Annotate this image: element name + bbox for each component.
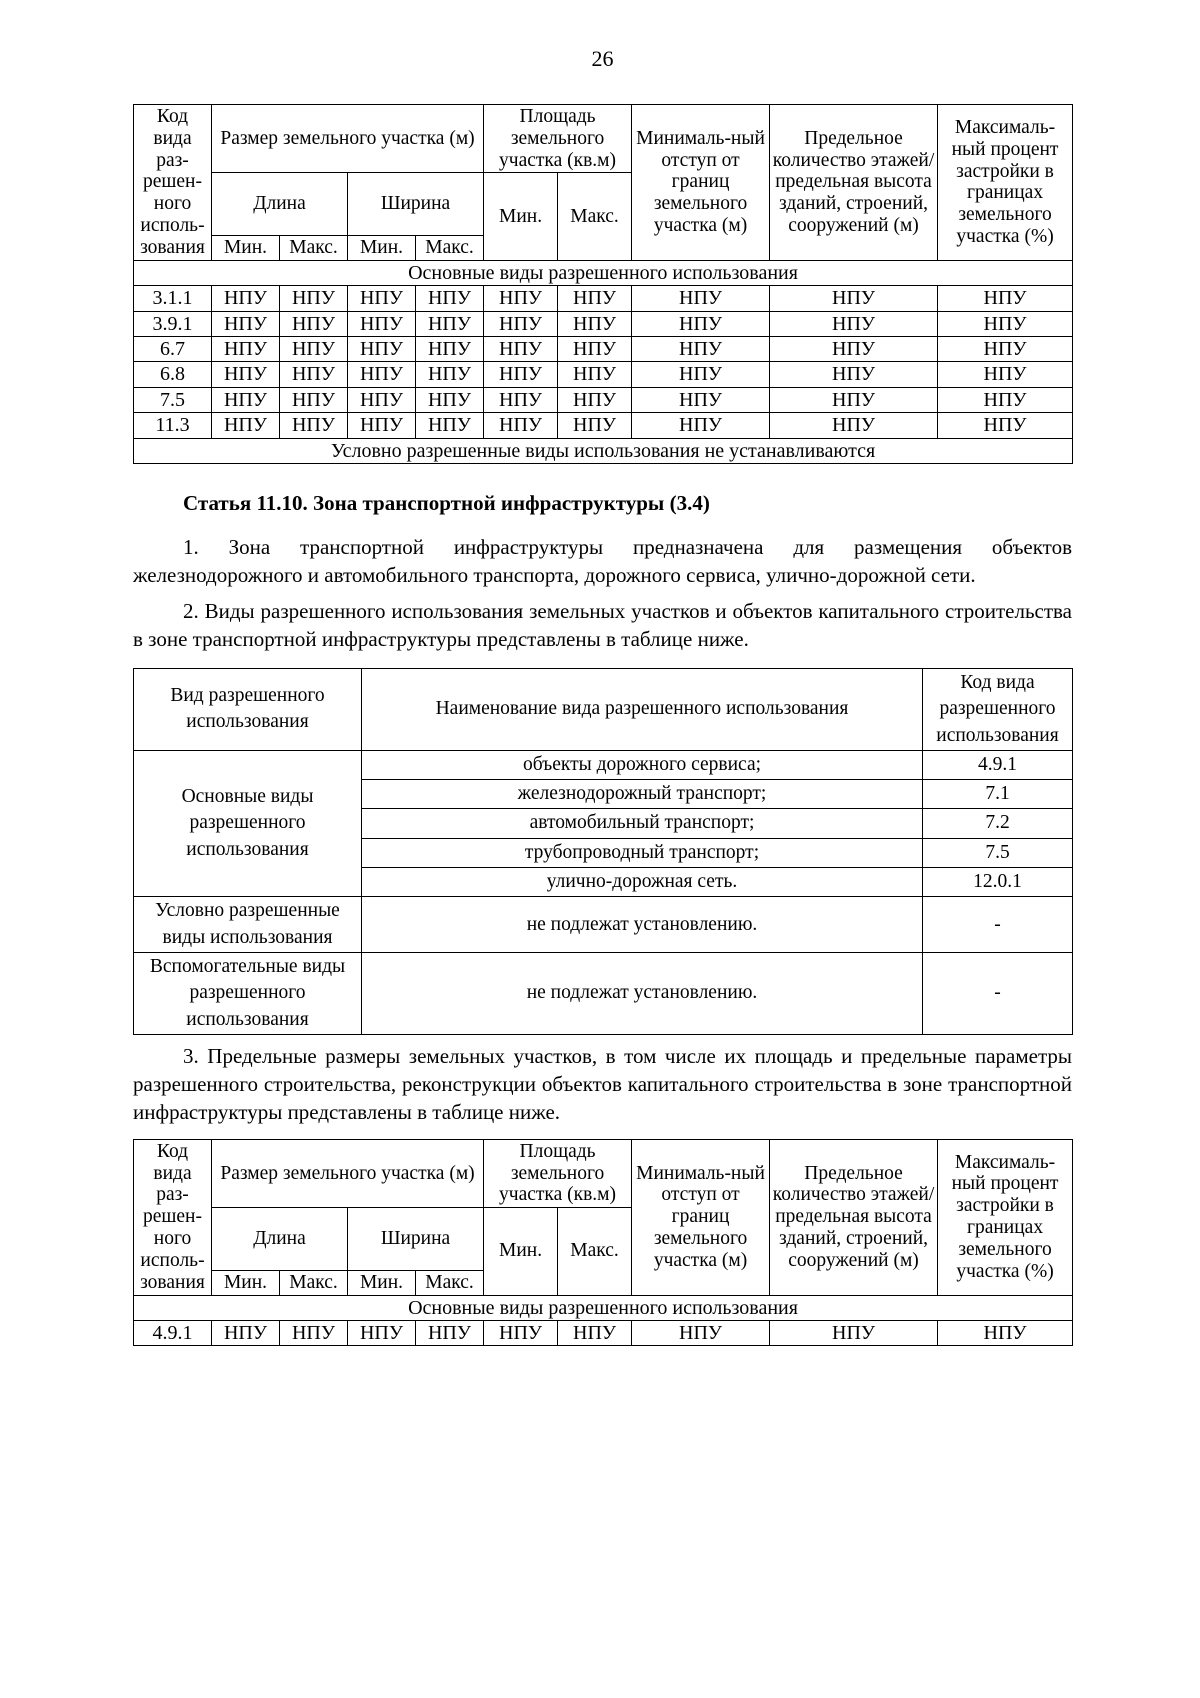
use-name: трубопроводный транспорт; xyxy=(362,838,923,867)
table-row xyxy=(134,750,1073,779)
cell-floors: НПУ xyxy=(770,336,938,361)
header-length-max: Макс. xyxy=(280,235,348,260)
cell-width-max: НПУ xyxy=(416,336,484,361)
cell-width-min: НПУ xyxy=(348,1320,416,1345)
group-label-auxiliary-uses: Вспомогательные виды разрешенного использования xyxy=(134,953,362,1035)
cell-setback: НПУ xyxy=(632,387,770,412)
cell-length-max: НПУ xyxy=(280,336,348,361)
paragraph-3: 3. Предельные размеры земельных участков, в том числе их площадь и предельные параметры разрешенного строительства, реконструкции объектов капитального строительства в зоне транспортной инфраструктуры представлены в таблице ниже. xyxy=(133,1043,1072,1124)
table-row xyxy=(134,897,1073,953)
cell-percent: НПУ xyxy=(938,387,1073,412)
table-row xyxy=(134,387,1073,412)
cell-area-min: НПУ xyxy=(484,1320,558,1345)
cell-area-min: НПУ xyxy=(484,336,558,361)
cell-width-min: НПУ xyxy=(348,286,416,311)
cell-area-max: НПУ xyxy=(558,1320,632,1345)
cell-area-max: НПУ xyxy=(558,362,632,387)
cell-setback: НПУ xyxy=(632,1320,770,1345)
header-plot-size: Размер земельного участка (м) xyxy=(212,105,484,173)
cell-percent: НПУ xyxy=(938,311,1073,336)
header-length-min: Мин. xyxy=(212,1270,280,1295)
header-width-max: Макс. xyxy=(416,235,484,260)
cell-length-min: НПУ xyxy=(212,362,280,387)
table-row xyxy=(134,953,1073,1035)
cell-length-min: НПУ xyxy=(212,336,280,361)
cell-floors: НПУ xyxy=(770,286,938,311)
use-code: 7.2 xyxy=(923,809,1073,838)
cell-length-min: НПУ xyxy=(212,1320,280,1345)
cell-floors: НПУ xyxy=(770,413,938,438)
table-row xyxy=(134,362,1073,387)
cell-area-max: НПУ xyxy=(558,413,632,438)
paragraph-1: 1. Зона транспортной инфраструктуры предназначена для размещения объектов железнодорожного и автомобильного транспорта, дорожного сервиса, улично-дорожной сети. xyxy=(133,535,1072,588)
cell-length-max: НПУ xyxy=(280,311,348,336)
header-length: Длина xyxy=(212,173,348,235)
use-name: автомобильный транспорт; xyxy=(362,809,923,838)
cell-percent: НПУ xyxy=(938,413,1073,438)
use-name: не подлежат установлению. xyxy=(362,953,923,1035)
use-code: 12.0.1 xyxy=(923,868,1073,897)
cell-width-max: НПУ xyxy=(416,1320,484,1345)
article-title: Статья 11.10. Зона транспортной инфраструктуры (3.4) xyxy=(183,490,710,515)
cell-setback: НПУ xyxy=(632,413,770,438)
cell-setback: НПУ xyxy=(632,311,770,336)
header-floors-height: Предельное количество этажей/ предельная высота зданий, строений, сооружений (м) xyxy=(770,1139,938,1295)
use-code: 4.9.1 xyxy=(923,750,1073,779)
cell-width-min: НПУ xyxy=(348,311,416,336)
cell-width-max: НПУ xyxy=(416,413,484,438)
section-label: Основные виды разрешенного использования xyxy=(134,1295,1073,1320)
use-code: - xyxy=(923,953,1073,1035)
cell-area-max: НПУ xyxy=(558,387,632,412)
cell-floors: НПУ xyxy=(770,387,938,412)
header-build-percent: Максималь-ный процент застройки в границах земельного участка (%) xyxy=(938,1139,1073,1295)
table-row xyxy=(134,286,1073,311)
cell-length-min: НПУ xyxy=(212,387,280,412)
header-plot-area: Площадь земельного участка (кв.м) xyxy=(484,105,632,173)
paragraph-2: 2. Виды разрешенного использования земельных участков и объектов капитального строительства в зоне транспортной инфраструктуры представлены в таблице ниже. xyxy=(133,599,1072,651)
section-label: Основные виды разрешенного использования xyxy=(134,260,1073,285)
cell-length-max: НПУ xyxy=(280,286,348,311)
use-name: не подлежат установлению. xyxy=(362,897,923,953)
footer-row-conditional-uses xyxy=(134,438,1073,463)
cell-width-max: НПУ xyxy=(416,311,484,336)
cell-area-min: НПУ xyxy=(484,311,558,336)
header-length-min: Мин. xyxy=(212,235,280,260)
header-width: Ширина xyxy=(348,1208,484,1270)
use-name: объекты дорожного сервиса; xyxy=(362,750,923,779)
header-floors-height: Предельное количество этажей/ предельная высота зданий, строений, сооружений (м) xyxy=(770,105,938,261)
row-code: 7.5 xyxy=(134,387,212,412)
cell-setback: НПУ xyxy=(632,286,770,311)
row-code: 6.7 xyxy=(134,336,212,361)
cell-percent: НПУ xyxy=(938,336,1073,361)
cell-length-min: НПУ xyxy=(212,413,280,438)
cell-width-max: НПУ xyxy=(416,362,484,387)
cell-length-max: НПУ xyxy=(280,1320,348,1345)
cell-width-max: НПУ xyxy=(416,387,484,412)
cell-floors: НПУ xyxy=(770,362,938,387)
cell-area-min: НПУ xyxy=(484,286,558,311)
cell-percent: НПУ xyxy=(938,1320,1073,1345)
table-row xyxy=(134,413,1073,438)
header-width-min: Мин. xyxy=(348,1270,416,1295)
section-row-main-uses xyxy=(134,260,1073,285)
cell-length-min: НПУ xyxy=(212,311,280,336)
cell-area-min: НПУ xyxy=(484,362,558,387)
row-code: 4.9.1 xyxy=(134,1320,212,1345)
header-plot-size: Размер земельного участка (м) xyxy=(212,1139,484,1207)
cell-setback: НПУ xyxy=(632,362,770,387)
cell-percent: НПУ xyxy=(938,362,1073,387)
table-header-row xyxy=(134,105,1073,173)
limit-parameters-table-2 xyxy=(133,1139,1073,1347)
cell-area-max: НПУ xyxy=(558,336,632,361)
row-code: 6.8 xyxy=(134,362,212,387)
header-area-min: Мин. xyxy=(484,173,558,260)
limit-parameters-table-1 xyxy=(133,104,1073,464)
table-header-row xyxy=(134,1139,1073,1207)
header-setback: Минималь-ный отступ от границ земельного участка (м) xyxy=(632,1139,770,1295)
table-row xyxy=(134,1320,1073,1345)
footer-label: Условно разрешенные виды использования не устанавливаются xyxy=(134,438,1073,463)
use-name: улично-дорожная сеть. xyxy=(362,868,923,897)
table-row xyxy=(134,336,1073,361)
use-name: железнодорожный транспорт; xyxy=(362,780,923,809)
cell-width-max: НПУ xyxy=(416,286,484,311)
cell-length-max: НПУ xyxy=(280,362,348,387)
group-label-main-uses: Основные виды разрешенного использования xyxy=(134,750,362,897)
cell-width-min: НПУ xyxy=(348,413,416,438)
header-area-max: Макс. xyxy=(558,173,632,260)
header-width-min: Мин. xyxy=(348,235,416,260)
cell-setback: НПУ xyxy=(632,336,770,361)
header-length: Длина xyxy=(212,1208,348,1270)
cell-length-min: НПУ xyxy=(212,286,280,311)
cell-length-max: НПУ xyxy=(280,387,348,412)
use-code: 7.1 xyxy=(923,780,1073,809)
cell-length-max: НПУ xyxy=(280,413,348,438)
cell-floors: НПУ xyxy=(770,311,938,336)
header-length-max: Макс. xyxy=(280,1270,348,1295)
permitted-use-types-table xyxy=(133,668,1073,1035)
header-build-percent: Максималь-ный процент застройки в границах земельного участка (%) xyxy=(938,105,1073,261)
header-plot-area: Площадь земельного участка (кв.м) xyxy=(484,1139,632,1207)
header-use-code: Код вида разрешенного использования xyxy=(923,668,1073,750)
header-use-name: Наименование вида разрешенного использования xyxy=(362,668,923,750)
use-code: 7.5 xyxy=(923,838,1073,867)
row-code: 11.3 xyxy=(134,413,212,438)
row-code: 3.1.1 xyxy=(134,286,212,311)
cell-width-min: НПУ xyxy=(348,362,416,387)
cell-width-min: НПУ xyxy=(348,336,416,361)
header-area-min: Мин. xyxy=(484,1208,558,1295)
cell-floors: НПУ xyxy=(770,1320,938,1345)
section-row-main-uses xyxy=(134,1295,1073,1320)
header-code: Код вида раз-решен-ного исполь-зования xyxy=(134,1139,212,1295)
cell-area-max: НПУ xyxy=(558,311,632,336)
cell-area-min: НПУ xyxy=(484,387,558,412)
page-number: 26 xyxy=(591,46,614,71)
use-code: - xyxy=(923,897,1073,953)
table-header-row xyxy=(134,668,1073,750)
cell-area-max: НПУ xyxy=(558,286,632,311)
cell-width-min: НПУ xyxy=(348,387,416,412)
table-row xyxy=(134,311,1073,336)
group-label-conditional-uses: Условно разрешенные виды использования xyxy=(134,897,362,953)
header-setback: Минималь-ный отступ от границ земельного участка (м) xyxy=(632,105,770,261)
cell-percent: НПУ xyxy=(938,286,1073,311)
header-width: Ширина xyxy=(348,173,484,235)
cell-area-min: НПУ xyxy=(484,413,558,438)
header-area-max: Макс. xyxy=(558,1208,632,1295)
header-use-type: Вид разрешенного использования xyxy=(134,668,362,750)
header-code: Код вида раз-решен-ного исполь-зования xyxy=(134,105,212,261)
row-code: 3.9.1 xyxy=(134,311,212,336)
header-width-max: Макс. xyxy=(416,1270,484,1295)
